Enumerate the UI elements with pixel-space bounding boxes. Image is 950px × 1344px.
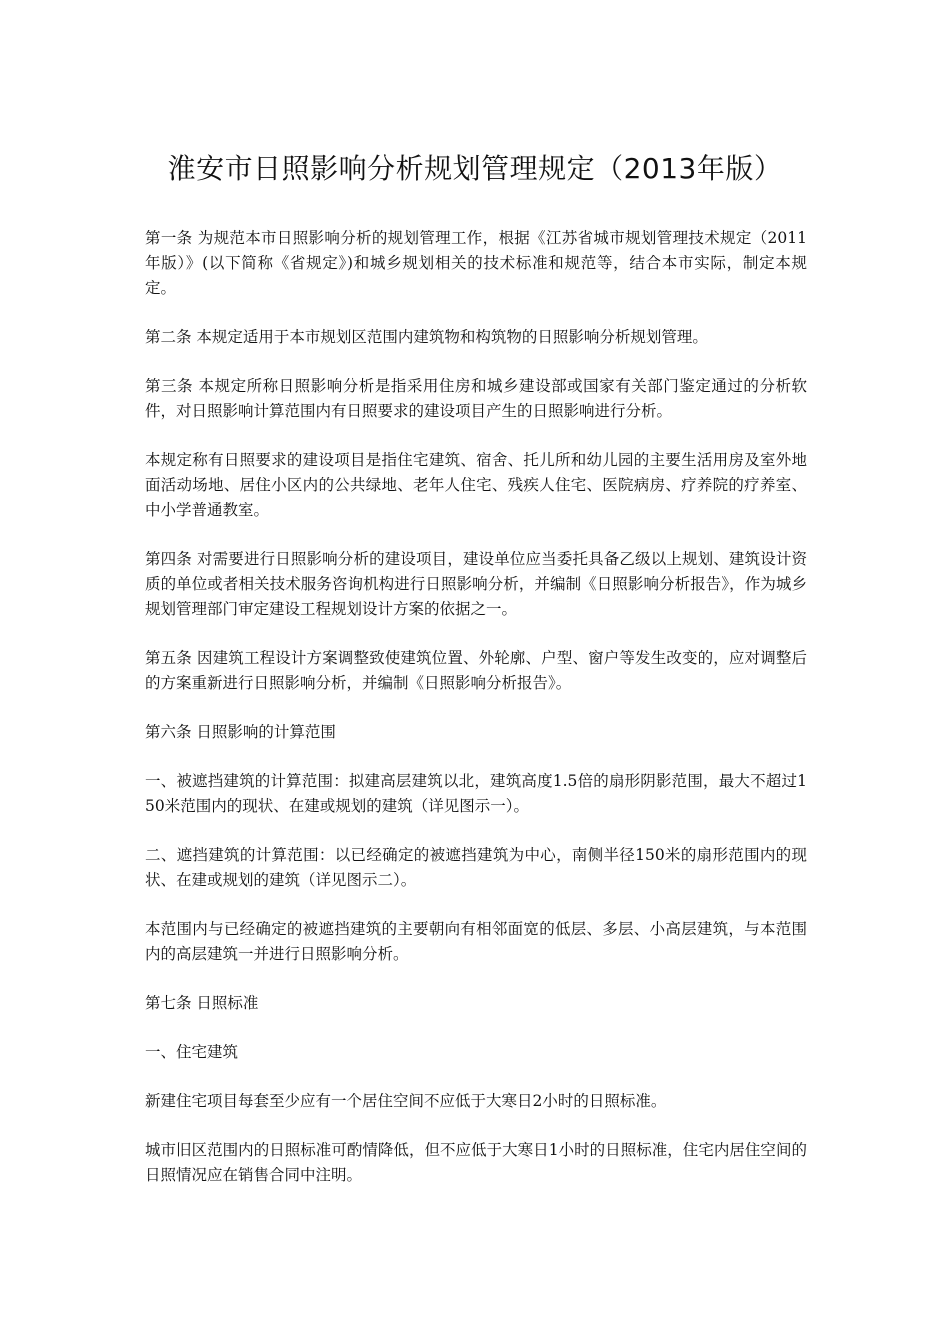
sunlight-requirement-definition-paragraph: 本规定称有日照要求的建设项目是指住宅建筑、宿舍、托儿所和幼儿园的主要生活用房及室外地面活动场地、居住小区内的公共绿地、老年人住宅、残疾人住宅、医院病房、疗养院的疗养室、中小学普通教室。 (145, 451, 807, 519)
shaded-building-range-paragraph: 一、被遮挡建筑的计算范围：拟建高层建筑以北，建筑高度1.5倍的扇形阴影范围，最大不超过150米范围内的现状、在建或规划的建筑（详见图示一）。 (145, 772, 807, 815)
residential-buildings-subheading: 一、住宅建筑 (145, 1043, 239, 1061)
document-title: 淮安市日照影响分析规划管理规定（2013年版） (167, 151, 783, 185)
article-7-heading: 第七条 日照标准 (145, 994, 259, 1012)
article-2-paragraph: 第二条 本规定适用于本市规划区范围内建筑物和构筑物的日照影响分析规划管理。 (145, 328, 708, 346)
article-3-paragraph: 第三条 本规定所称日照影响分析是指采用住房和城乡建设部或国家有关部门鉴定通过的分析软件，对日照影响计算范围内有日照要求的建设项目产生的日照影响进行分析。 (145, 377, 807, 420)
joint-analysis-scope-paragraph: 本范围内与已经确定的被遮挡建筑的主要朝向有相邻面宽的低层、多层、小高层建筑，与本范围内的高层建筑一并进行日照影响分析。 (145, 920, 807, 963)
old-district-standard-paragraph: 城市旧区范围内的日照标准可酌情降低，但不应低于大寒日1小时的日照标准，住宅内居住空间的日照情况应在销售合同中注明。 (145, 1141, 807, 1184)
article-5-paragraph: 第五条 因建筑工程设计方案调整致使建筑位置、外轮廓、户型、窗户等发生改变的，应对调整后的方案重新进行日照影响分析，并编制《日照影响分析报告》。 (145, 649, 807, 692)
article-1-paragraph: 第一条 为规范本市日照影响分析的规划管理工作，根据《江苏省城市规划管理技术规定（2011年版）》(以下简称《省规定》)和城乡规划相关的技术标准和规范等，结合本市实际，制定本规定。 (145, 229, 807, 297)
shading-building-range-paragraph: 二、遮挡建筑的计算范围：以已经确定的被遮挡建筑为中心，南侧半径150米的扇形范围内的现状、在建或规划的建筑（详见图示二）。 (145, 846, 807, 889)
article-6-heading: 第六条 日照影响的计算范围 (145, 723, 336, 741)
document-body (145, 226, 807, 1212)
new-residential-standard-paragraph: 新建住宅项目每套至少应有一个居住空间不应低于大寒日2小时的日照标准。 (145, 1092, 667, 1110)
article-4-paragraph: 第四条 对需要进行日照影响分析的建设项目，建设单位应当委托具备乙级以上规划、建筑设计资质的单位或者相关技术服务咨询机构进行日照影响分析，并编制《日照影响分析报告》，作为城乡规划管理部门审定建设工程规划设计方案的依据之一。 (145, 550, 807, 618)
